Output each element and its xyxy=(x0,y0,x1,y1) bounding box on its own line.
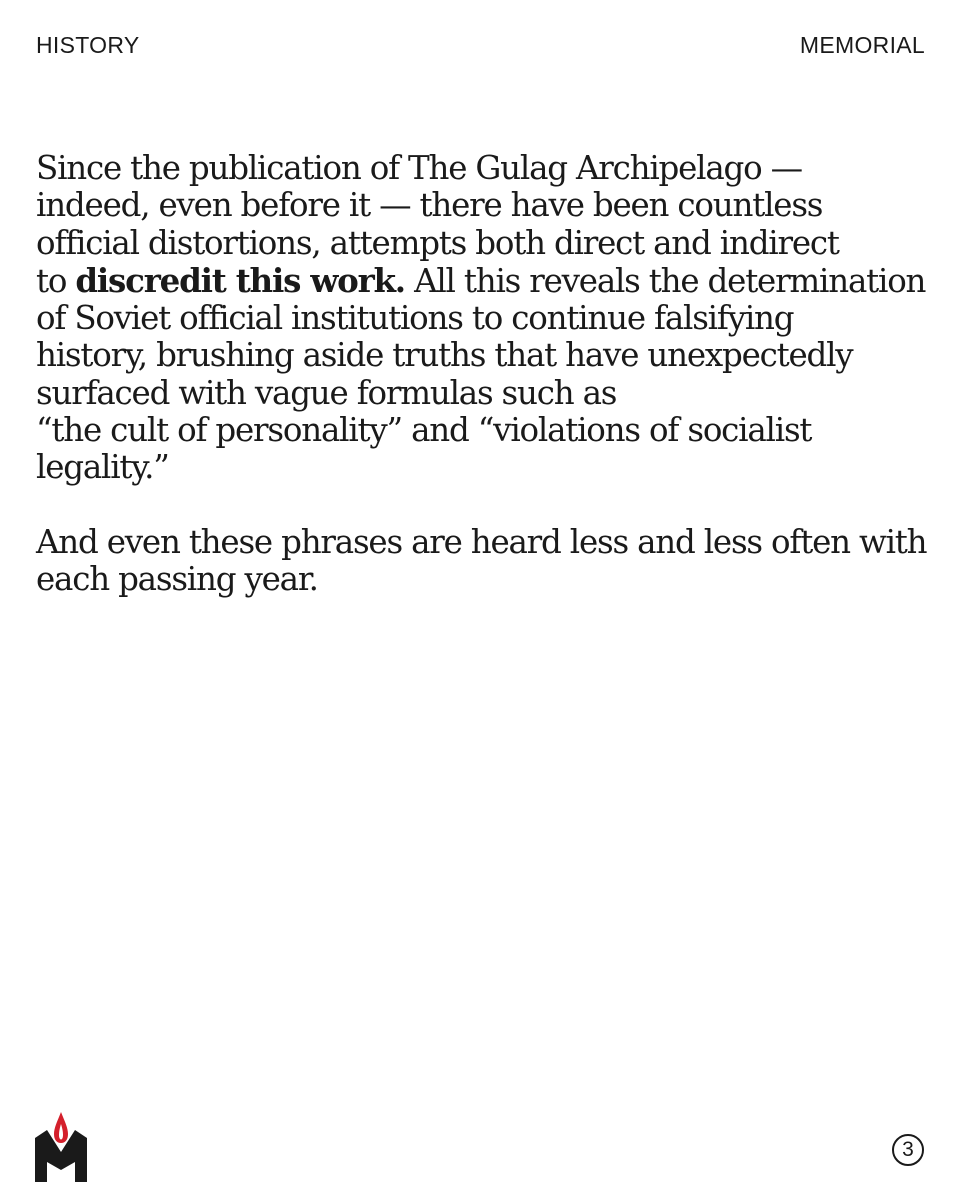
text-line: history, brushing aside truths that have unexpectedly xyxy=(36,336,853,375)
paragraph-1 xyxy=(36,150,936,487)
section-label: HISTORY xyxy=(36,32,140,58)
text-line: of Soviet official institutions to continue falsifying xyxy=(36,299,794,338)
paragraph-spacer xyxy=(36,487,936,524)
text-line: each passing year. xyxy=(36,560,318,599)
text-line: surfaced with vague formulas such as xyxy=(36,373,617,412)
brand-label: MEMORIAL xyxy=(799,32,925,58)
text-line: And even these phrases are heard less and less often with xyxy=(36,522,927,561)
memorial-logo-icon xyxy=(35,1112,87,1182)
page-number-badge: 3 xyxy=(892,1134,924,1166)
text-line: “the cult of personality” and “violations of socialist xyxy=(36,411,812,450)
article-body xyxy=(36,150,936,599)
text-fragment: to xyxy=(36,261,76,300)
paragraph-2 xyxy=(36,524,936,599)
text-line: official distortions, attempts both direct and indirect xyxy=(36,223,839,262)
text-line xyxy=(36,262,936,300)
text-fragment: All this reveals the determination xyxy=(404,261,926,300)
text-line: Since the publication of The Gulag Archipelago — xyxy=(36,149,802,187)
text-line: legality.” xyxy=(36,448,169,487)
bold-emphasis: discredit this work. xyxy=(75,260,405,300)
text-line: indeed, even before it — there have been countless xyxy=(36,186,823,225)
